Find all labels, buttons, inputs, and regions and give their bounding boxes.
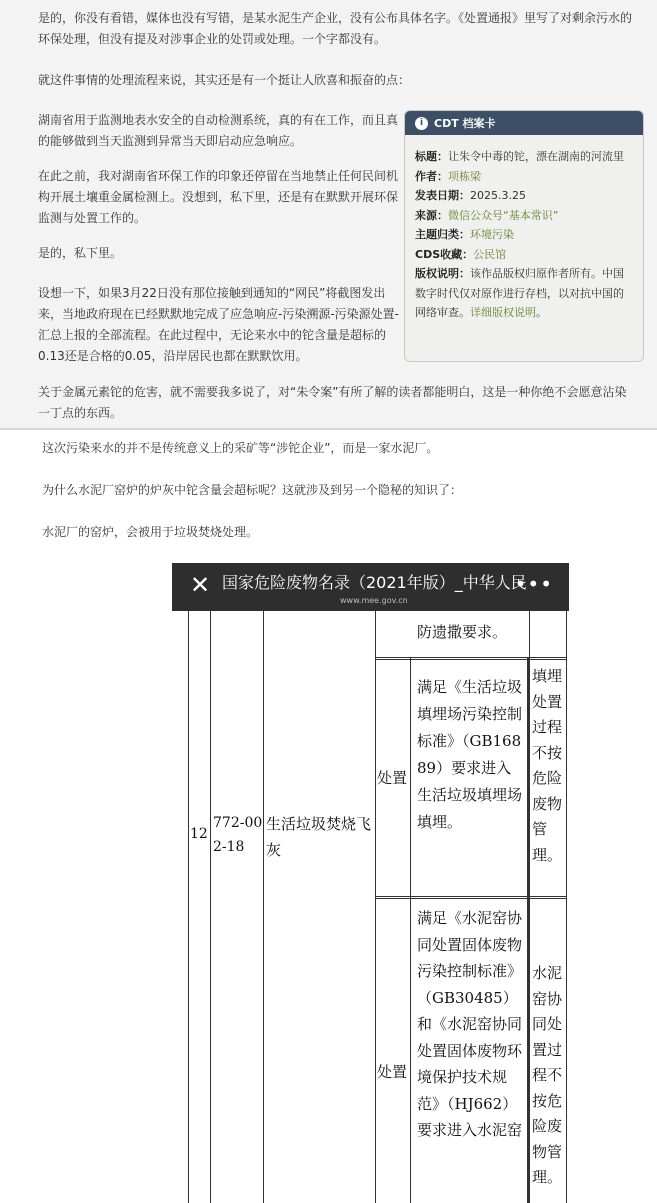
paragraph: 设想一下，如果3月22日没有那位接触到通知的“网民”将截图发出来，当地政府现在已经默默地完成了应急响应-污染溯源-污染源处置-汇总上报的全部流程。在此过程中，无论来水中的铊含量是超标的0.13还是合格的0.05，沿岸居民也都在默默饮用。 — [38, 286, 399, 363]
table-line — [375, 896, 567, 897]
card-body — [405, 135, 643, 323]
table-line — [410, 657, 411, 1203]
embedded-screenshot — [172, 563, 569, 1203]
screenshot-url: www.mee.gov.cn — [340, 596, 408, 605]
paragraph: 为什么水泥厂窑炉的炉灰中铊含量会超标呢？这就涉及到另一个隐秘的知识了： — [42, 483, 463, 497]
close-icon[interactable]: ✕ — [190, 571, 211, 599]
screenshot-page-title: 国家危险废物名录（2021年版）_中华人民 — [222, 573, 527, 592]
table-cell-stage: 处置 — [377, 769, 408, 787]
table-cell-req: 满足《水泥窑协同处置固体废物污染控制标准》（GB30485）和《水泥窑协同处置固体废物环境保护技术规范》（HJ662）要求进入水泥窑 — [417, 909, 523, 1139]
card-copyright-row: 版权说明：该作品版权归原作者所有。中国数字时代仅对原作进行存档，以对抗中国的网络审查。详细版权说明。 — [415, 267, 624, 319]
table-cell-seq: 12 — [190, 826, 208, 842]
paragraph: 在此之前，我对湖南省环保工作的印象还停留在当地禁止任何民间机构开展土壤重金属检测上。没想到，私下里，还是有在默默开展环保监测与处置工作的。 — [38, 169, 399, 225]
table-line — [529, 611, 530, 1203]
article-bottom-section — [0, 430, 657, 1200]
card-header-title: CDT 档案卡 — [434, 117, 496, 130]
table-cell-req: 满足《生活垃圾填埋场污染控制标准》（GB16889）要求进入生活垃圾填埋场填埋。 — [417, 678, 523, 831]
table-cell-stage: 处置 — [377, 1063, 408, 1081]
source-link[interactable]: 微信公众号“基本常识” — [448, 208, 559, 222]
table-line — [210, 611, 211, 1203]
paragraph: 是的，私下里。 — [38, 246, 123, 260]
table-line — [375, 611, 376, 1203]
paragraph: 关于金属元素铊的危害，就不需要我多说了，对“朱令案”有所了解的读者都能明白，这是一种你绝不会愿意沾染一丁点的东西。 — [38, 385, 627, 420]
card-topic-row: 主题归类：环境污染 — [415, 228, 514, 241]
article-top-section — [0, 0, 657, 430]
card-source-row: 来源：微信公众号“基本常识” — [415, 208, 559, 222]
cdt-archive-card — [404, 110, 644, 362]
table-cell-code: 772-002-18 — [213, 815, 263, 855]
paragraph: 水泥厂的窑炉，会被用于垃圾焚烧处理。 — [42, 525, 259, 539]
table-line — [375, 898, 567, 899]
paragraph: 湖南省用于监测地表水安全的自动检测系统，真的有在工作，而且真的能够做到当天监测到异常当天即启动应急响应。 — [38, 113, 399, 148]
table-cell-exempt: 填埋处置过程不按危险废物管理。 — [532, 667, 563, 864]
table-line — [263, 611, 264, 1203]
table-cell-name: 生活垃圾焚烧飞灰 — [266, 815, 372, 859]
card-title-row: 标题：让朱令中毒的铊，漂在湖南的河流里 — [415, 150, 624, 163]
table-line — [375, 657, 567, 658]
more-icon[interactable]: ••• — [514, 572, 553, 596]
table-line — [566, 611, 567, 1203]
card-date-row: 发表日期：2025.3.25 — [415, 189, 526, 202]
table-line — [188, 611, 189, 1203]
mobile-topbar — [172, 563, 569, 611]
table-cell-req: 防遗撒要求。 — [417, 623, 508, 641]
copyright-link[interactable]: 详细版权说明 — [470, 306, 536, 319]
paragraph: 就这件事情的处理流程来说，其实还是有一个挺让人欣喜和振奋的点： — [38, 73, 411, 87]
table-cell-exempt: 水泥窑协同处置过程不按危险废物管理。 — [532, 964, 563, 1186]
card-cds-row: CDS收藏：公民馆 — [415, 247, 507, 261]
cds-link[interactable]: 公民馆 — [473, 247, 507, 261]
card-author-row: 作者：项栋梁 — [415, 169, 481, 183]
topic-link[interactable]: 环境污染 — [470, 228, 514, 241]
hazardous-waste-table — [172, 611, 569, 1203]
table-line — [375, 659, 567, 660]
info-icon: i — [415, 117, 428, 130]
card-header — [405, 111, 643, 135]
paragraph: 是的，你没有看错，媒体也没有写错，是某水泥生产企业，没有公布具体名字。《处置通报》里写了对剩余污水的环保处理，但没有提及对涉事企业的处罚或处理。一个字都没有。 — [38, 11, 633, 46]
paragraph: 这次污染来水的并不是传统意义上的采矿等“涉铊企业”，而是一家水泥厂。 — [42, 441, 439, 455]
author-link[interactable]: 项栋梁 — [448, 169, 481, 183]
